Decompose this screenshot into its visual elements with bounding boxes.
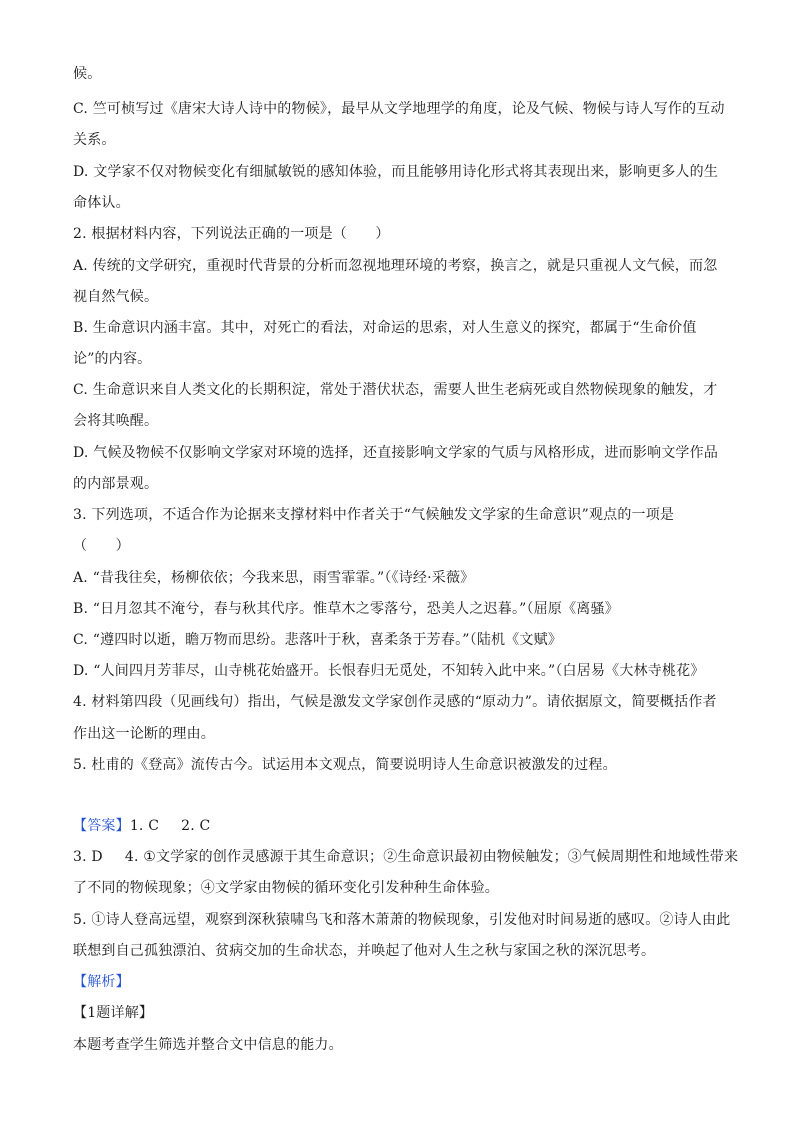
- option-b-line: B. 生命意识内涵丰富。其中，对死亡的看法，对命运的思索，对人生意义的探究，都属于“生命价值: [73, 320, 697, 336]
- text-line: （ ）: [73, 538, 130, 554]
- answer-1: 1. C: [129, 818, 160, 834]
- text-line: 会将其唤醒。: [73, 413, 159, 429]
- option-d-line: D. 气候及物候不仅影响文学家对环境的选择，还直接影响文学家的气质与风格形成，进而影响文学作品: [73, 445, 719, 461]
- question-3: 3. 下列选项，不适合作为论据来支撑材料中作者关于“气候触发文学家的生命意识”观点的一项是: [73, 507, 675, 523]
- option-a-line: A. “昔我往矣，杨柳依依；今我来思，雨雪霏霏。”（《诗经·采薇》: [73, 570, 475, 586]
- analysis-tag: 【解析】: [73, 974, 130, 990]
- answer-line: [73, 816, 210, 836]
- text-line: 视自然气候。: [73, 289, 159, 305]
- text-line: 的内部景观。: [73, 476, 159, 492]
- text-line: 关系。: [73, 132, 116, 148]
- option-b-line: B. “日月忽其不淹兮，春与秋其代序。惟草木之零落兮，恐美人之迟暮。”（屈原《离骚》: [73, 601, 619, 617]
- answer-line: [73, 847, 738, 867]
- text-line: 论”的内容。: [73, 351, 152, 367]
- answer-4: 4. ①文学家的创作灵感源于其生命意识；②生命意识最初由物候触发；③气候周期性和地域性带来: [124, 849, 739, 865]
- text-line: 命体认。: [73, 195, 130, 211]
- option-c-line: C. “遵四时以逝，瞻万物而思纷。悲落叶于秋，喜柔条于芳春。”（陆机《文赋》: [73, 632, 563, 648]
- answer-2: 2. C: [181, 818, 211, 834]
- answer-5: 5. ①诗人登高远望，观察到深秋猿啸鸟飞和落木萧萧的物候现象，引发他对时间易逝的感叹。②诗人由此: [73, 912, 731, 928]
- option-c-line: C. 竺可桢写过《唐宋大诗人诗中的物候》，最早从文学地理学的角度，论及气候、物候与诗人写作的互动: [73, 101, 725, 117]
- answer-tag: 【答案】: [73, 818, 130, 834]
- text-line: 本题考查学生筛选并整合文中信息的能力。: [73, 1037, 343, 1053]
- text-line: 候。: [73, 66, 102, 82]
- question-2: 2. 根据材料内容，下列说法正确的一项是（ ）: [73, 226, 390, 242]
- option-d-line: D. “人间四月芳菲尽，山寺桃花始盛开。长恨春归无觅处，不知转入此中来。”（白居易《大林寺桃花》: [73, 663, 705, 679]
- option-c-line: C. 生命意识来自人类文化的长期积淀，常处于潜伏状态，需要人世生老病死或自然物候现象的触发，才: [73, 382, 718, 398]
- text-line: 联想到自己孤独漂泊、贫病交加的生命状态，并唤起了他对人生之秋与家国之秋的深沉思考。: [73, 943, 656, 959]
- question-4: 4. 材料第四段（见画线句）指出，气候是激发文学家创作灵感的“原动力”。请依据原文，简要概括作者: [73, 694, 717, 710]
- question-5: 5. 杜甫的《登高》流传古今。试运用本文观点，简要说明诗人生命意识被激发的过程。: [73, 757, 617, 773]
- answer-3: 3. D: [73, 849, 103, 865]
- option-a-line: A. 传统的文学研究，重视时代背景的分析而忽视地理环境的考察，换言之，就是只重视人文气候，而忽: [73, 258, 718, 274]
- section-heading: 【1题详解】: [73, 1005, 154, 1021]
- text-line: 作出这一论断的理由。: [73, 726, 215, 742]
- text-line: 了不同的物候现象；④文学家由物候的循环变化引发种种生命体验。: [73, 880, 499, 896]
- option-d-line: D. 文学家不仅对物候变化有细腻敏锐的感知体验，而且能够用诗化形式将其表现出来，影响更多人的生: [73, 164, 719, 180]
